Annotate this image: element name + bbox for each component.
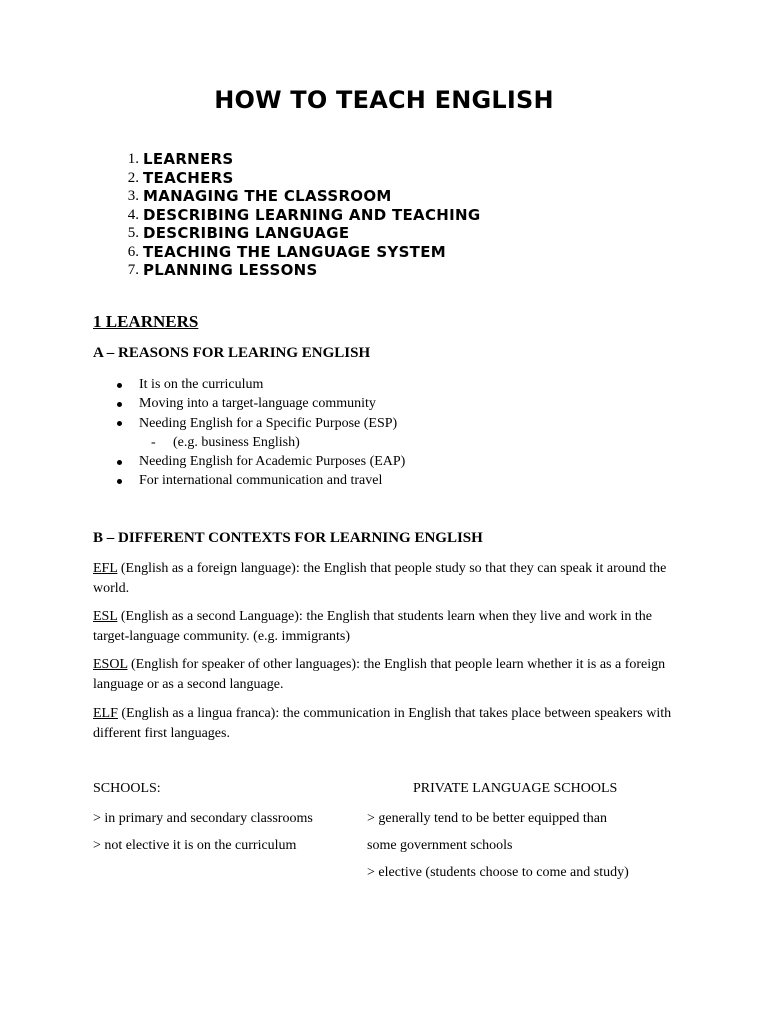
bullet-icon [117, 460, 122, 465]
list-item [93, 414, 405, 433]
definition-term: EFL [93, 561, 118, 576]
definition-term: ESOL [93, 657, 128, 672]
private-schools-heading: PRIVATE LANGUAGE SCHOOLS [413, 781, 618, 796]
list-item-text: For international communication and travel [139, 473, 383, 489]
definition-text: (English for speaker of other languages): the English that people learn whether it is as a foreign language or as a second language. [93, 657, 666, 692]
toc-label: TEACHERS [143, 168, 234, 187]
bullet-icon [117, 479, 122, 484]
definition-esol [93, 655, 683, 694]
subsection-heading-reasons: A – REASONS FOR LEARING ENGLISH [93, 345, 371, 361]
list-item [93, 471, 405, 490]
definition-term: ESL [93, 609, 118, 624]
definition-text: (English as a lingua franca): the communication in English that takes place between speakers with different first languages. [93, 706, 672, 741]
toc-label: LEARNERS [143, 150, 234, 168]
toc-number: 1. [127, 151, 139, 167]
list-item-text: (e.g. business English) [173, 434, 300, 450]
toc-number: 2. [127, 169, 139, 186]
schools-item: > in primary and secondary classrooms [93, 811, 313, 826]
list-item [93, 394, 405, 413]
toc-label: TEACHING THE LANGUAGE SYSTEM [143, 242, 446, 261]
schools-heading: SCHOOLS: [93, 781, 161, 796]
toc-item [108, 169, 480, 188]
definition-text: (English as a foreign language): the English that people study so that they can speak it around the world. [93, 561, 667, 596]
list-item-text: Needing English for Academic Purposes (EAP) [139, 454, 406, 470]
toc-item [108, 261, 480, 280]
toc-number: 6. [127, 243, 139, 260]
toc-item [108, 224, 480, 243]
list-item [93, 375, 405, 394]
list-item-text: Moving into a target-language community [139, 396, 376, 412]
toc-number: 4. [127, 206, 139, 223]
schools-item: > not elective it is on the curriculum [93, 838, 297, 853]
bullet-icon [117, 421, 122, 426]
toc-item [108, 243, 480, 262]
section-heading-learners: 1 LEARNERS [93, 312, 199, 331]
dash-marker: - [151, 434, 156, 450]
definition-text: (English as a second Language): the English that students learn when they live and work in the target-language community. (e.g. immigrants) [93, 609, 652, 644]
toc-label: DESCRIBING LANGUAGE [143, 224, 350, 242]
toc-item [108, 150, 480, 169]
list-item [93, 452, 405, 471]
private-schools-item: some government schools [367, 838, 513, 853]
definition-term: ELF [93, 706, 118, 721]
list-item-text: Needing English for a Specific Purpose (ESP) [139, 415, 398, 431]
definition-elf [93, 704, 683, 743]
definition-esl [93, 607, 683, 646]
private-schools-item: > elective (students choose to come and study) [367, 865, 629, 880]
toc-number: 5. [127, 225, 139, 241]
document-title: HOW TO TEACH ENGLISH [214, 86, 554, 114]
sub-list-item [93, 433, 405, 452]
toc-number: 7. [127, 262, 139, 278]
bullet-icon [117, 383, 122, 388]
list-item-text: It is on the curriculum [139, 377, 264, 392]
private-schools-item: > generally tend to be better equipped than [367, 811, 607, 826]
bullet-icon [117, 402, 122, 407]
toc-number: 3. [127, 188, 139, 204]
toc-item [108, 206, 480, 225]
toc-item [108, 187, 480, 206]
definition-efl [93, 559, 683, 598]
toc-label: MANAGING THE CLASSROOM [143, 187, 392, 205]
subsection-heading-contexts: B – DIFFERENT CONTEXTS FOR LEARNING ENGLISH [93, 530, 483, 546]
toc-label: DESCRIBING LEARNING AND TEACHING [143, 205, 481, 224]
table-of-contents [108, 150, 480, 280]
toc-label: PLANNING LESSONS [143, 261, 318, 279]
reasons-list [93, 375, 405, 491]
